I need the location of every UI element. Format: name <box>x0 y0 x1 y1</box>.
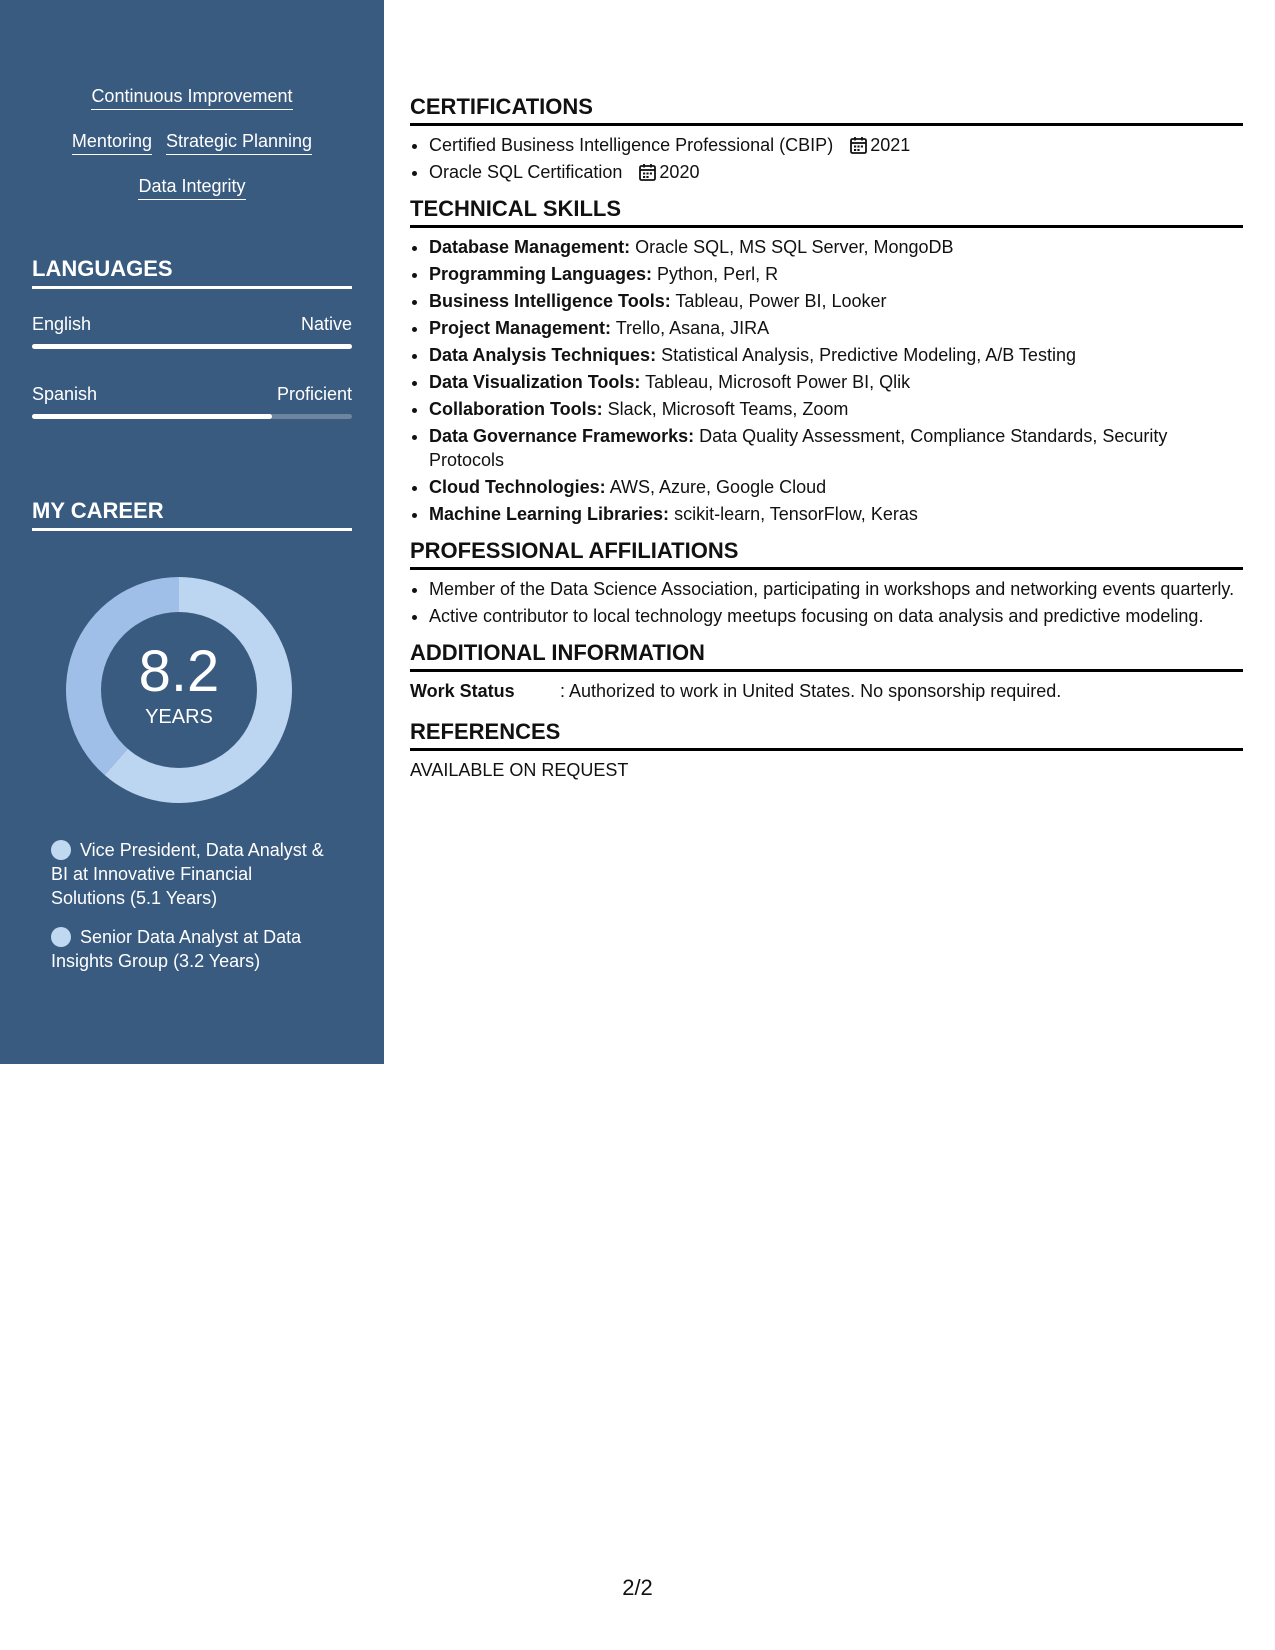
language-name: Spanish <box>32 384 98 404</box>
skill-item <box>429 475 1243 499</box>
skill-label: Machine Learning Libraries: <box>429 504 670 524</box>
career-donut-chart <box>66 577 292 803</box>
certification-item <box>429 133 1243 157</box>
language-name: English <box>32 314 92 334</box>
certifications-heading: CERTIFICATIONS <box>410 94 1243 126</box>
affiliations-heading: PROFESSIONAL AFFILIATIONS <box>410 538 1243 570</box>
technical-skills-heading: TECHNICAL SKILLS <box>410 196 1243 228</box>
language-english <box>32 314 352 335</box>
skill-value: Oracle SQL, MS SQL Server, MongoDB <box>635 237 954 257</box>
affiliations-list <box>410 577 1243 628</box>
skill-value: AWS, Azure, Google Cloud <box>609 477 827 497</box>
certifications-list <box>410 133 1243 184</box>
work-status-value: : Authorized to work in United States. No sponsorship required. <box>560 681 1062 701</box>
skill-value: Data Quality Assessment, Compliance Standards, Security Protocols <box>429 426 1168 470</box>
technical-skills-list <box>410 235 1243 526</box>
certification-year: 2020 <box>659 162 700 182</box>
affiliation-item: • Member of the Data Science Association, participating in workshops and networking events quarterly. <box>429 577 1243 601</box>
career-unit: YEARS <box>145 706 213 728</box>
skill-row <box>32 86 352 131</box>
bullet-dot-icon <box>51 927 71 947</box>
skill-label: Data Governance Frameworks: <box>429 426 695 446</box>
skill-value: Trello, Asana, JIRA <box>615 318 770 338</box>
languages-heading: LANGUAGES <box>32 256 352 289</box>
career-item <box>51 838 331 910</box>
work-status-row <box>410 679 1243 703</box>
skill-label: Business Intelligence Tools: <box>429 291 671 311</box>
language-bar-spanish <box>32 414 352 419</box>
skill-item <box>429 262 1243 286</box>
skill-value: Python, Perl, R <box>657 264 779 284</box>
skill-label: Project Management: <box>429 318 612 338</box>
certification-name: Oracle SQL Certification <box>429 162 623 182</box>
language-bar-fill <box>32 414 272 419</box>
language-spanish <box>32 384 352 405</box>
affiliation-item: • Active contributor to local technology meetups focusing on data analysis and predictive modeling. <box>429 604 1243 628</box>
career-item-text: Vice President, Data Analyst & BI at Innovative Financial Solutions (5.1 Years) <box>51 840 324 908</box>
skill-label: Cloud Technologies: <box>429 477 606 497</box>
references-text: AVAILABLE ON REQUEST <box>410 760 629 780</box>
skill-tag[interactable]: Data Integrity <box>138 176 245 200</box>
language-bar-english <box>32 344 352 349</box>
page-number: 2/2 <box>622 1575 653 1600</box>
skill-label: Database Management: <box>429 237 631 257</box>
skill-value: scikit-learn, TensorFlow, Keras <box>674 504 918 524</box>
skill-tag[interactable]: Strategic Planning <box>166 131 312 155</box>
skill-row <box>32 176 352 221</box>
career-heading: MY CAREER <box>32 498 352 531</box>
certification-name: Certified Business Intelligence Professional (CBIP) <box>429 135 834 155</box>
career-item <box>51 925 331 973</box>
skill-label: Collaboration Tools: <box>429 399 603 419</box>
language-level: Proficient <box>276 384 352 404</box>
skill-item <box>429 235 1243 259</box>
skill-item <box>429 316 1243 340</box>
language-level: Native <box>300 314 352 334</box>
skills-tags <box>32 86 352 221</box>
skill-tag[interactable]: Continuous Improvement <box>91 86 292 110</box>
skill-row <box>32 131 352 176</box>
skill-value: Tableau, Microsoft Power BI, Qlik <box>645 372 911 392</box>
language-bar-fill <box>32 344 352 349</box>
skill-item <box>429 424 1243 472</box>
certification-year: 2021 <box>870 135 911 155</box>
skill-item <box>429 502 1243 526</box>
skill-item <box>429 370 1243 394</box>
skill-label: Data Visualization Tools: <box>429 372 641 392</box>
skill-item <box>429 343 1243 367</box>
skill-value: Slack, Microsoft Teams, Zoom <box>607 399 849 419</box>
main-content <box>410 94 1243 782</box>
career-total: 8.2 <box>138 639 220 704</box>
certification-item <box>429 160 1243 184</box>
career-item-text: Senior Data Analyst at Data Insights Group (3.2 Years) <box>51 927 302 971</box>
sidebar <box>0 0 384 1064</box>
skill-label: Programming Languages: <box>429 264 653 284</box>
references-heading: REFERENCES <box>410 719 1243 751</box>
skill-item <box>429 397 1243 421</box>
bullet-dot-icon <box>51 840 71 860</box>
skill-value: Tableau, Power BI, Looker <box>675 291 887 311</box>
additional-info-heading: ADDITIONAL INFORMATION <box>410 640 1243 672</box>
skill-label: Data Analysis Techniques: <box>429 345 657 365</box>
calendar-icon <box>850 136 867 154</box>
skill-value: Statistical Analysis, Predictive Modeling, A/B Testing <box>661 345 1076 365</box>
calendar-icon <box>639 163 656 181</box>
skill-item <box>429 289 1243 313</box>
work-status-label: Work Status <box>410 681 515 701</box>
skill-tag[interactable]: Mentoring <box>72 131 152 155</box>
